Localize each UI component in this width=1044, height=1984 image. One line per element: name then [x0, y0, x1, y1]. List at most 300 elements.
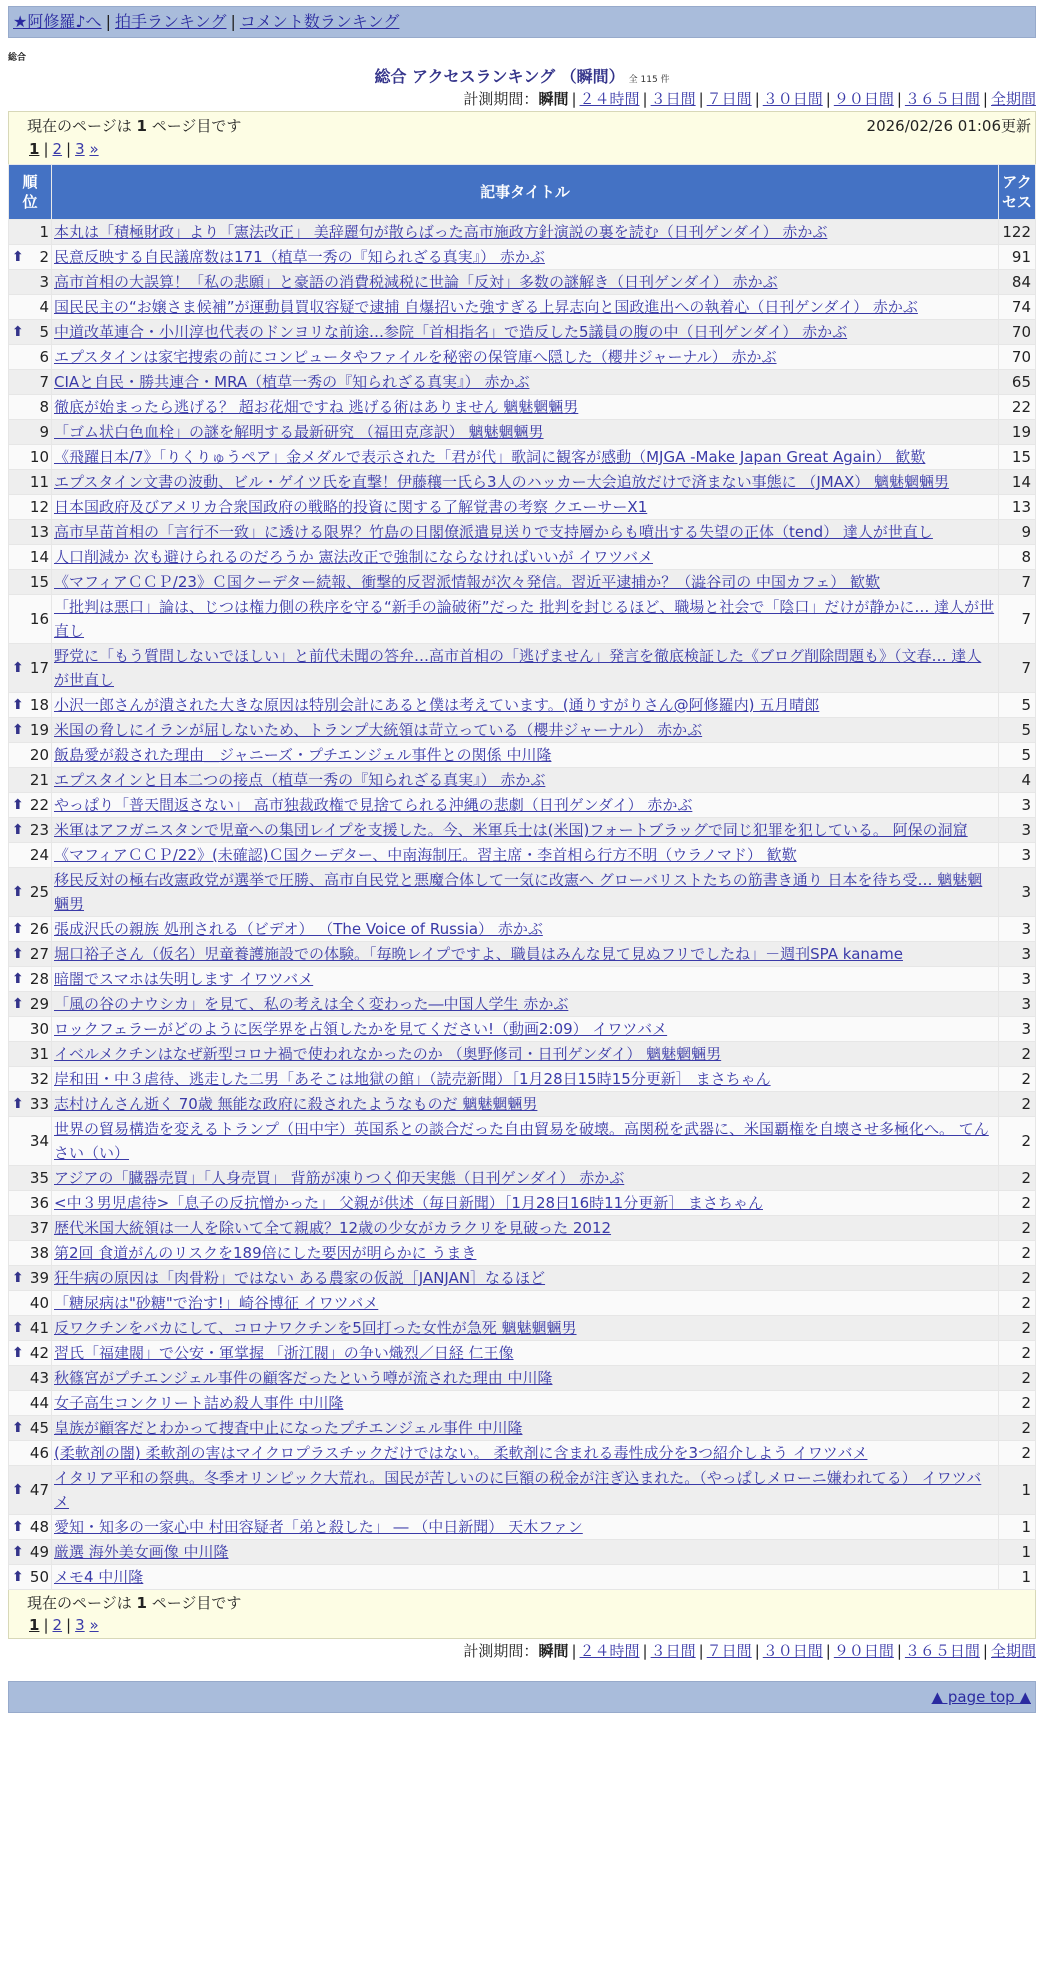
- rank-number: 22: [29, 796, 49, 814]
- title-cell: [52, 718, 999, 743]
- period-link[interactable]: 全期間: [990, 90, 1036, 108]
- rank-number: 37: [29, 1219, 49, 1237]
- article-title-link[interactable]: 「ゴム状白色血栓」の謎を解明する最新研究 （福田克彦訳） 魑魅魍魎男: [54, 423, 544, 441]
- rank-number: 6: [39, 348, 49, 366]
- rank-cell: [9, 743, 52, 768]
- rank-number: 8: [39, 398, 49, 416]
- period-link[interactable]: ３０日間: [762, 90, 823, 108]
- title-cell: [52, 992, 999, 1017]
- article-title-link[interactable]: 小沢一郎さんが潰された大きな原因は特別会計にあると僕は考えています。(通りすがりさん@阿修羅内) 五月晴郎: [54, 696, 820, 714]
- footer-bar: [8, 1681, 1036, 1713]
- rank-up-arrow-icon: ⬆: [12, 660, 24, 676]
- title-cell: [52, 395, 999, 420]
- article-title-link[interactable]: メモ4 中川隆: [54, 1568, 144, 1586]
- title-cell: [52, 1216, 999, 1241]
- access-count: 2: [999, 1316, 1036, 1341]
- access-count: 70: [999, 345, 1036, 370]
- article-title-link[interactable]: 国民民主の“お嬢さま候補”が運動員買収容疑で逮捕 自爆招いた強すぎる上昇志向と国政進出への執着心（日刊ゲンダイ） 赤かぶ: [54, 298, 918, 316]
- rank-number: 26: [29, 920, 49, 938]
- period-separator: |: [896, 1642, 902, 1660]
- access-count: 74: [999, 295, 1036, 320]
- title-cell: [52, 545, 999, 570]
- article-title-link[interactable]: 「糖尿病は"砂糖"で治す!」崎谷博征 イワツバメ: [54, 1294, 379, 1312]
- title-cell: [52, 1241, 999, 1266]
- table-row: [9, 1366, 1036, 1391]
- table-row: [9, 1316, 1036, 1341]
- table-row: [9, 320, 1036, 345]
- page-link[interactable]: 2: [52, 1616, 63, 1634]
- rank-cell: [9, 495, 52, 520]
- table-row: [9, 395, 1036, 420]
- table-row: [9, 345, 1036, 370]
- rank-cell: [9, 917, 52, 942]
- rank-cell: [9, 270, 52, 295]
- title-cell: [52, 1067, 999, 1092]
- access-count: 3: [999, 1017, 1036, 1042]
- article-title-link[interactable]: 暗闇でスマホは失明します イワツバメ: [54, 970, 314, 988]
- applause-ranking-link[interactable]: 拍手ランキング: [114, 12, 227, 31]
- title-cell: [52, 1017, 999, 1042]
- article-title-link[interactable]: 秋篠宮がプチエンジェル事件の顧客だったという噂が流された理由 中川隆: [54, 1369, 553, 1387]
- rank-up-arrow-icon: ⬆: [12, 249, 24, 265]
- total-count: 全 115 件: [628, 75, 670, 85]
- title-cell: [52, 1266, 999, 1291]
- article-title-link[interactable]: イベルメクチンはなぜ新型コロナ禍で使われなかったのか （奥野修司・日刊ゲンダイ） 魑魅魍魎男: [54, 1045, 722, 1063]
- rank-number: 35: [29, 1169, 49, 1187]
- article-title-link[interactable]: 「批判は悪口」論は、じつは権力側の秩序を守る“新手の論破術”だった 批判を封じるほど、職場と社会で「陰口」だけが静かに… 達人が世直し: [54, 598, 995, 640]
- article-title-link[interactable]: 民意反映する自民議席数は171（植草一秀の『知られざる真実』） 赤かぶ: [54, 248, 545, 266]
- rank-cell: [9, 843, 52, 868]
- rank-cell: [9, 1216, 52, 1241]
- rank-cell: [9, 967, 52, 992]
- title-cell: [52, 1191, 999, 1216]
- article-title-link[interactable]: 徹底が始まったら逃げる？ 超お花畑ですね 逃げる術はありません 魑魅魍魎男: [54, 398, 579, 416]
- rank-cell: [9, 1017, 52, 1042]
- access-count: 2: [999, 1241, 1036, 1266]
- title-cell: [52, 942, 999, 967]
- access-count: 2: [999, 1341, 1036, 1366]
- article-title-link[interactable]: 厳選 海外美女画像 中川隆: [54, 1543, 229, 1561]
- rank-cell: [9, 718, 52, 743]
- article-title-link[interactable]: 日本国政府及びアメリカ合衆国政府の戦略的投資に関する了解覚書の考察 クエーサーX1: [54, 498, 648, 516]
- nav-separator: |: [105, 12, 111, 31]
- table-row: [9, 1092, 1036, 1117]
- title-cell: [52, 1441, 999, 1466]
- table-row: [9, 843, 1036, 868]
- rank-number: 5: [39, 323, 49, 341]
- table-row: [9, 693, 1036, 718]
- title-cell: [52, 1341, 999, 1366]
- rank-cell: [9, 1241, 52, 1266]
- rank-cell: [9, 1416, 52, 1441]
- table-row: [9, 1466, 1036, 1515]
- page-top-link[interactable]: ▲ page top ▲: [931, 1688, 1031, 1706]
- article-title-link[interactable]: 中道改革連合・小川淳也代表のドンヨリな前途…参院「首相指名」で造反した5議員の腹の中（日刊ゲンダイ） 赤かぶ: [54, 323, 848, 341]
- title-cell: [52, 1042, 999, 1067]
- rank-number: 14: [29, 548, 49, 566]
- article-title-link[interactable]: 《マフィアＣＣＰ/23》Ｃ国クーデター続報、衝撃的反習派情報が次々発信。習近平逮捕か？（澁谷司の 中国カフェ） 歓歎: [54, 573, 880, 591]
- rank-number: 10: [29, 448, 49, 466]
- rank-number: 49: [29, 1543, 49, 1561]
- pagination: [27, 138, 1031, 160]
- title-cell: [52, 470, 999, 495]
- table-row: [9, 1341, 1036, 1366]
- period-link[interactable]: ３日間: [650, 90, 696, 108]
- access-count: 1: [999, 1565, 1036, 1590]
- title-cell: [52, 320, 999, 345]
- access-count: 2: [999, 1191, 1036, 1216]
- rank-number: 7: [39, 373, 49, 391]
- article-title-link[interactable]: 歴代米国大統領は一人を除いて全て親戚？12歳の少女がカラクリを見破った 2012: [54, 1219, 612, 1237]
- period-link[interactable]: ２４時間: [579, 90, 640, 108]
- access-count: 70: [999, 320, 1036, 345]
- access-count: 8: [999, 545, 1036, 570]
- article-title-link[interactable]: 飯島愛が殺された理由＿ジャニーズ・プチエンジェル事件との関係 中川隆: [54, 746, 552, 764]
- rank-up-arrow-icon: ⬆: [12, 324, 24, 340]
- table-row: [9, 470, 1036, 495]
- table-row: [9, 295, 1036, 320]
- rank-up-arrow-icon: ⬆: [12, 1544, 24, 1560]
- period-separator: |: [754, 1642, 760, 1660]
- period-link[interactable]: ７日間: [706, 90, 752, 108]
- table-row: [9, 1241, 1036, 1266]
- table-row: [9, 1166, 1036, 1191]
- table-row: [9, 718, 1036, 743]
- home-link[interactable]: ★阿修羅♪へ: [13, 12, 102, 31]
- rank-number: 30: [29, 1020, 49, 1038]
- article-title-link[interactable]: 野党に「もう質問しないでほしい」と前代未聞の答弁…高市首相の「逃げません」発言を徹底検証した《ブログ削除問題も》（文春… 達人が世直し: [54, 647, 982, 689]
- current-page-pre: 現在のページは: [27, 117, 137, 135]
- article-title-link[interactable]: 岸和田・中３虐待、逃走した二男「あそこは地獄の館」（読売新聞）［1月28日15時15分更新］ まさちゃん: [54, 1070, 771, 1088]
- period-link[interactable]: ３０日間: [762, 1642, 823, 1660]
- rank-number: 42: [29, 1344, 49, 1362]
- access-count: 3: [999, 967, 1036, 992]
- rank-cell: [9, 345, 52, 370]
- access-count: 5: [999, 743, 1036, 768]
- table-row: [9, 868, 1036, 917]
- top-navigation-bar: [8, 6, 1036, 38]
- rank-up-arrow-icon: ⬆: [12, 697, 24, 713]
- page-info-bottom: [8, 1590, 1036, 1639]
- rank-cell: [9, 1117, 52, 1166]
- period-link[interactable]: ９０日間: [833, 90, 894, 108]
- access-count: 1: [999, 1540, 1036, 1565]
- title-cell: [52, 1565, 999, 1590]
- article-title-link[interactable]: 堀口裕子さん（仮名）児童養護施設での体験。「毎晩レイプですよ、職員はみんな見て見ぬフリでしたね」－週刊SPA kaname: [54, 945, 903, 963]
- article-title-link[interactable]: 皇族が顧客だとわかって捜査中止になったプチエンジェル事件 中川隆: [54, 1419, 523, 1437]
- period-link[interactable]: ３６５日間: [904, 90, 980, 108]
- article-title-link[interactable]: <中３男児虐待>「息子の反抗憎かった」 父親が供述（毎日新聞）［1月28日16時11分更新］ まさちゃん: [54, 1194, 763, 1212]
- pagination: [27, 1614, 1031, 1636]
- rank-up-arrow-icon: ⬆: [12, 1320, 24, 1336]
- access-count: 122: [999, 220, 1036, 245]
- rank-number: 25: [29, 883, 49, 901]
- rank-number: 2: [39, 248, 49, 266]
- rank-cell: [9, 1166, 52, 1191]
- period-link[interactable]: 全期間: [990, 1642, 1036, 1660]
- period-label: 計測期間：: [463, 1642, 539, 1660]
- table-row: [9, 1291, 1036, 1316]
- rank-cell: [9, 942, 52, 967]
- next-page-link[interactable]: »: [89, 140, 99, 158]
- col-header-access-label: アク セス: [1001, 173, 1032, 211]
- article-title-link[interactable]: 高市早苗首相の「言行不一致」に透ける限界？竹島の日閣僚派遣見送りで支持層からも噴出する失望の正体（tend） 達人が世直し: [54, 523, 933, 541]
- title-cell: [52, 245, 999, 270]
- table-row: [9, 967, 1036, 992]
- table-row: [9, 1042, 1036, 1067]
- rank-cell: [9, 992, 52, 1017]
- rank-cell: [9, 1316, 52, 1341]
- rank-number: 27: [29, 945, 49, 963]
- access-count: 2: [999, 1391, 1036, 1416]
- article-title-link[interactable]: 高市首相の大誤算！「私の悲願」と豪語の消費税減税に世論「反対」多数の謎解き（日刊ゲンダイ） 赤かぶ: [54, 273, 778, 291]
- page-current: 1: [29, 1616, 40, 1634]
- access-count: 65: [999, 370, 1036, 395]
- title-cell: [52, 868, 999, 917]
- access-count: 3: [999, 843, 1036, 868]
- rank-number: 19: [29, 721, 49, 739]
- rank-cell: [9, 1341, 52, 1366]
- title-cell: [52, 595, 999, 644]
- rank-up-arrow-icon: ⬆: [12, 1096, 24, 1112]
- title-cell: [52, 270, 999, 295]
- rank-cell: [9, 595, 52, 644]
- table-row: [9, 1266, 1036, 1291]
- article-title-link[interactable]: 狂牛病の原因は「肉骨粉」ではない ある農家の仮説［JANJAN］なるほど: [54, 1269, 546, 1287]
- title-cell: [52, 917, 999, 942]
- title-cell: [52, 793, 999, 818]
- table-row: [9, 220, 1036, 245]
- rank-cell: [9, 1042, 52, 1067]
- article-title-link[interactable]: 愛知・知多の一家心中 村田容疑者「弟と殺した」 ― （中日新聞） 天木ファン: [54, 1518, 583, 1536]
- table-row: [9, 495, 1036, 520]
- col-header-rank-label: 順 位: [22, 173, 38, 211]
- rank-number: 28: [29, 970, 49, 988]
- article-title-link[interactable]: (柔軟剤の闇) 柔軟剤の害はマイクロプラスチックだけではない。 柔軟剤に含まれる毒性成分を3つ紹介しよう イワツバメ: [54, 1444, 868, 1462]
- period-separator: |: [982, 1642, 988, 1660]
- access-count: 7: [999, 595, 1036, 644]
- article-title-link[interactable]: 《飛躍日本/7》「りくりゅうペア」金メダルで表示された「君が代」歌詞に観客が感動（MJGA -Make Japan Great Again） 歓歎: [54, 448, 926, 466]
- access-count: 5: [999, 718, 1036, 743]
- title-cell: [52, 220, 999, 245]
- title-cell: [52, 693, 999, 718]
- table-row: [9, 1391, 1036, 1416]
- rank-up-arrow-icon: ⬆: [12, 822, 24, 838]
- title-cell: [52, 1166, 999, 1191]
- rank-cell: [9, 470, 52, 495]
- ranking-table: [8, 164, 1036, 1590]
- rank-number: 17: [29, 659, 49, 677]
- period-link[interactable]: ３６５日間: [904, 1642, 980, 1660]
- page-separator: |: [43, 140, 49, 158]
- article-title-link[interactable]: やっぱり「普天間返さない」 高市独裁政権で見捨てられる沖縄の悲劇（日刊ゲンダイ） 赤かぶ: [54, 796, 693, 814]
- rank-cell: [9, 320, 52, 345]
- section-label: 総合: [8, 53, 27, 63]
- rank-number: 18: [29, 696, 49, 714]
- article-title-link[interactable]: 人口削減か 次も避けられるのだろうか 憲法改正で強制にならなければいいが イワツバメ: [54, 548, 654, 566]
- article-title-link[interactable]: 「風の谷のナウシカ」を見て、私の考えは全く変わった―中国人学生 赤かぶ: [54, 995, 569, 1013]
- access-count: 2: [999, 1117, 1036, 1166]
- access-count: 2: [999, 1266, 1036, 1291]
- ranking-title-text: 総合 アクセスランキング （瞬間）: [374, 67, 625, 86]
- table-row: [9, 818, 1036, 843]
- rank-up-arrow-icon: ⬆: [12, 996, 24, 1012]
- access-count: 2: [999, 1416, 1036, 1441]
- period-link[interactable]: ３日間: [650, 1642, 696, 1660]
- rank-number: 4: [39, 298, 49, 316]
- title-cell: [52, 1391, 999, 1416]
- period-separator: |: [825, 90, 831, 108]
- page-link[interactable]: 3: [75, 1616, 85, 1634]
- rank-cell: [9, 1466, 52, 1515]
- period-separator: |: [896, 90, 902, 108]
- rank-number: 15: [29, 573, 49, 591]
- access-count: 7: [999, 570, 1036, 595]
- title-cell: [52, 1316, 999, 1341]
- rank-number: 29: [29, 995, 49, 1013]
- article-title-link[interactable]: 女子高生コンクリート詰め殺人事件 中川隆: [54, 1394, 344, 1412]
- nav-separator: |: [230, 12, 236, 31]
- table-row: [9, 570, 1036, 595]
- table-row: [9, 1191, 1036, 1216]
- rank-number: 46: [29, 1444, 49, 1462]
- access-count: 3: [999, 992, 1036, 1017]
- current-page-text: [27, 1592, 1031, 1614]
- rank-number: 12: [29, 498, 49, 516]
- rank-number: 33: [29, 1095, 49, 1113]
- page-info-top: [8, 111, 1036, 164]
- page-link[interactable]: 2: [52, 140, 63, 158]
- rank-up-arrow-icon: ⬆: [12, 797, 24, 813]
- article-title-link[interactable]: エプスタイン文書の波動、ビル・ゲイツ氏を直撃！伊藤穰一氏ら3人のハッカー大会追放だけで済まない事態に （JMAX） 魑魅魍魎男: [54, 473, 950, 491]
- table-row: [9, 245, 1036, 270]
- title-cell: [52, 768, 999, 793]
- article-title-link[interactable]: 本丸は「積極財政」より「憲法改正」 美辞麗句が散らばった高市施政方針演説の裏を読む（日刊ゲンダイ） 赤かぶ: [54, 223, 828, 241]
- rank-number: 39: [29, 1269, 49, 1287]
- next-page-link[interactable]: »: [89, 1616, 99, 1634]
- page-current: 1: [29, 140, 40, 158]
- article-title-link[interactable]: 米国の脅しにイランが屈しないため、トランプ大統領は苛立っている（櫻井ジャーナル） 赤かぶ: [54, 721, 703, 739]
- col-header-access: [999, 165, 1036, 220]
- rank-number: 48: [29, 1518, 49, 1536]
- rank-cell: [9, 1067, 52, 1092]
- article-title-link[interactable]: エプスタインは家宅捜索の前にコンピュータやファイルを秘密の保管庫へ隠した（櫻井ジャーナル） 赤かぶ: [54, 348, 777, 366]
- rank-number: 40: [29, 1294, 49, 1312]
- access-count: 1: [999, 1466, 1036, 1515]
- access-count: 91: [999, 245, 1036, 270]
- title-cell: [52, 570, 999, 595]
- article-title-link[interactable]: 張成沢氏の親族 処刑される（ビデオ） （The Voice of Russia） 赤かぶ: [54, 920, 543, 938]
- article-title-link[interactable]: エプスタインと日本二つの接点（植草一秀の『知られざる真実』） 赤かぶ: [54, 771, 546, 789]
- rank-up-arrow-icon: ⬆: [12, 1345, 24, 1361]
- rank-number: 36: [29, 1194, 49, 1212]
- table-row: [9, 793, 1036, 818]
- table-row: [9, 917, 1036, 942]
- article-title-link[interactable]: CIAと自民・勝共連合・MRA（植草一秀の『知られざる真実』） 赤かぶ: [54, 373, 530, 391]
- rank-cell: [9, 520, 52, 545]
- rank-cell: [9, 644, 52, 693]
- col-header-rank: [9, 165, 52, 220]
- rank-cell: [9, 1291, 52, 1316]
- rank-cell: [9, 220, 52, 245]
- period-separator: |: [982, 90, 988, 108]
- rank-cell: [9, 445, 52, 470]
- rank-cell: [9, 1540, 52, 1565]
- rank-number: 23: [29, 821, 49, 839]
- rank-up-arrow-icon: ⬆: [12, 971, 24, 987]
- period-link[interactable]: ７日間: [706, 1642, 752, 1660]
- ranking-title: [8, 64, 1036, 87]
- table-row: [9, 743, 1036, 768]
- article-title-link[interactable]: 世界の貿易構造を変えるトランプ（田中宇）英国系との談合だった自由貿易を破壊。高関税を武器に、米国覇権を自壊させ多極化へ。 てんさい（い）: [54, 1120, 989, 1162]
- article-title-link[interactable]: 移民反対の極右改憲政党が選挙で圧勝、高市自民党と悪魔合体して一気に改憲へ グローバリストたちの筋書き通り 日本を待ち受… 魑魅魍魎男: [54, 871, 983, 913]
- title-cell: [52, 1515, 999, 1540]
- rank-up-arrow-icon: ⬆: [12, 1569, 24, 1585]
- rank-number: 24: [29, 846, 49, 864]
- rank-cell: [9, 545, 52, 570]
- access-count: 1: [999, 1515, 1036, 1540]
- article-title-link[interactable]: ロックフェラーがどのように医学界を占領したかを見てください!（動画2:09） イワツバメ: [54, 1020, 668, 1038]
- article-title-link[interactable]: 反ワクチンをバカにして、コロナワクチンを5回打った女性が急死 魑魅魍魎男: [54, 1319, 577, 1337]
- access-count: 2: [999, 1092, 1036, 1117]
- rank-cell: [9, 1266, 52, 1291]
- article-title-link[interactable]: 《マフィアＣＣＰ/22》(未確認)Ｃ国クーデター、中南海制圧。習主席・李首相ら行方不明（ウラノマド） 歓歎: [54, 846, 797, 864]
- period-label: 計測期間：: [463, 90, 539, 108]
- comment-ranking-link[interactable]: コメント数ランキング: [239, 12, 400, 31]
- access-count: 2: [999, 1067, 1036, 1092]
- access-count: 4: [999, 768, 1036, 793]
- article-title-link[interactable]: 習氏「福建閥」で公安・軍掌握 「浙江閥」の争い熾烈／日経 仁王像: [54, 1344, 514, 1362]
- title-cell: [52, 1291, 999, 1316]
- rank-number: 50: [29, 1568, 49, 1586]
- rank-up-arrow-icon: ⬆: [12, 1482, 24, 1498]
- article-title-link[interactable]: 志村けんさん逝く 70歳 無能な政府に殺されたようなものだ 魑魅魍魎男: [54, 1095, 538, 1113]
- period-link[interactable]: ９０日間: [833, 1642, 894, 1660]
- article-title-link[interactable]: イタリア平和の祭典。冬季オリンピック大荒れ。国民が苦しいのに巨額の税金が注ぎ込まれた。（やっぱしメローニ嫌われてる） イワツバメ: [54, 1469, 982, 1511]
- table-row: [9, 1540, 1036, 1565]
- rank-cell: [9, 395, 52, 420]
- title-cell: [52, 1540, 999, 1565]
- article-title-link[interactable]: アジアの「臓器売買」「人身売買」 背筋が凍りつく仰天実態（日刊ゲンダイ） 赤かぶ: [54, 1169, 625, 1187]
- period-link[interactable]: ２４時間: [579, 1642, 640, 1660]
- article-title-link[interactable]: 米軍はアフガニスタンで児童への集団レイプを支援した。今、米軍兵士は(米国)フォートブラッグで同じ犯罪を犯している。 阿保の洞窟: [54, 821, 968, 839]
- table-row: [9, 1416, 1036, 1441]
- updated-timestamp: 2026/02/26 01:06更新: [866, 117, 1031, 135]
- access-count: 5: [999, 693, 1036, 718]
- rank-number: 13: [29, 523, 49, 541]
- rank-number: 32: [29, 1070, 49, 1088]
- rank-number: 44: [29, 1394, 49, 1412]
- title-cell: [52, 1117, 999, 1166]
- title-cell: [52, 495, 999, 520]
- rank-cell: [9, 1092, 52, 1117]
- rank-up-arrow-icon: ⬆: [12, 722, 24, 738]
- access-count: 3: [999, 818, 1036, 843]
- table-row: [9, 420, 1036, 445]
- rank-number: 41: [29, 1319, 49, 1337]
- page-link[interactable]: 3: [75, 140, 85, 158]
- period-separator: |: [571, 1642, 577, 1660]
- access-count: 3: [999, 793, 1036, 818]
- period-separator: |: [698, 90, 704, 108]
- title-cell: [52, 644, 999, 693]
- current-page-number: 1: [136, 1594, 147, 1612]
- table-row: [9, 270, 1036, 295]
- rank-number: 38: [29, 1244, 49, 1262]
- article-title-link[interactable]: 第2回 食道がんのリスクを189倍にした要因が明らかに うまき: [54, 1244, 477, 1262]
- title-cell: [52, 843, 999, 868]
- rank-cell: [9, 693, 52, 718]
